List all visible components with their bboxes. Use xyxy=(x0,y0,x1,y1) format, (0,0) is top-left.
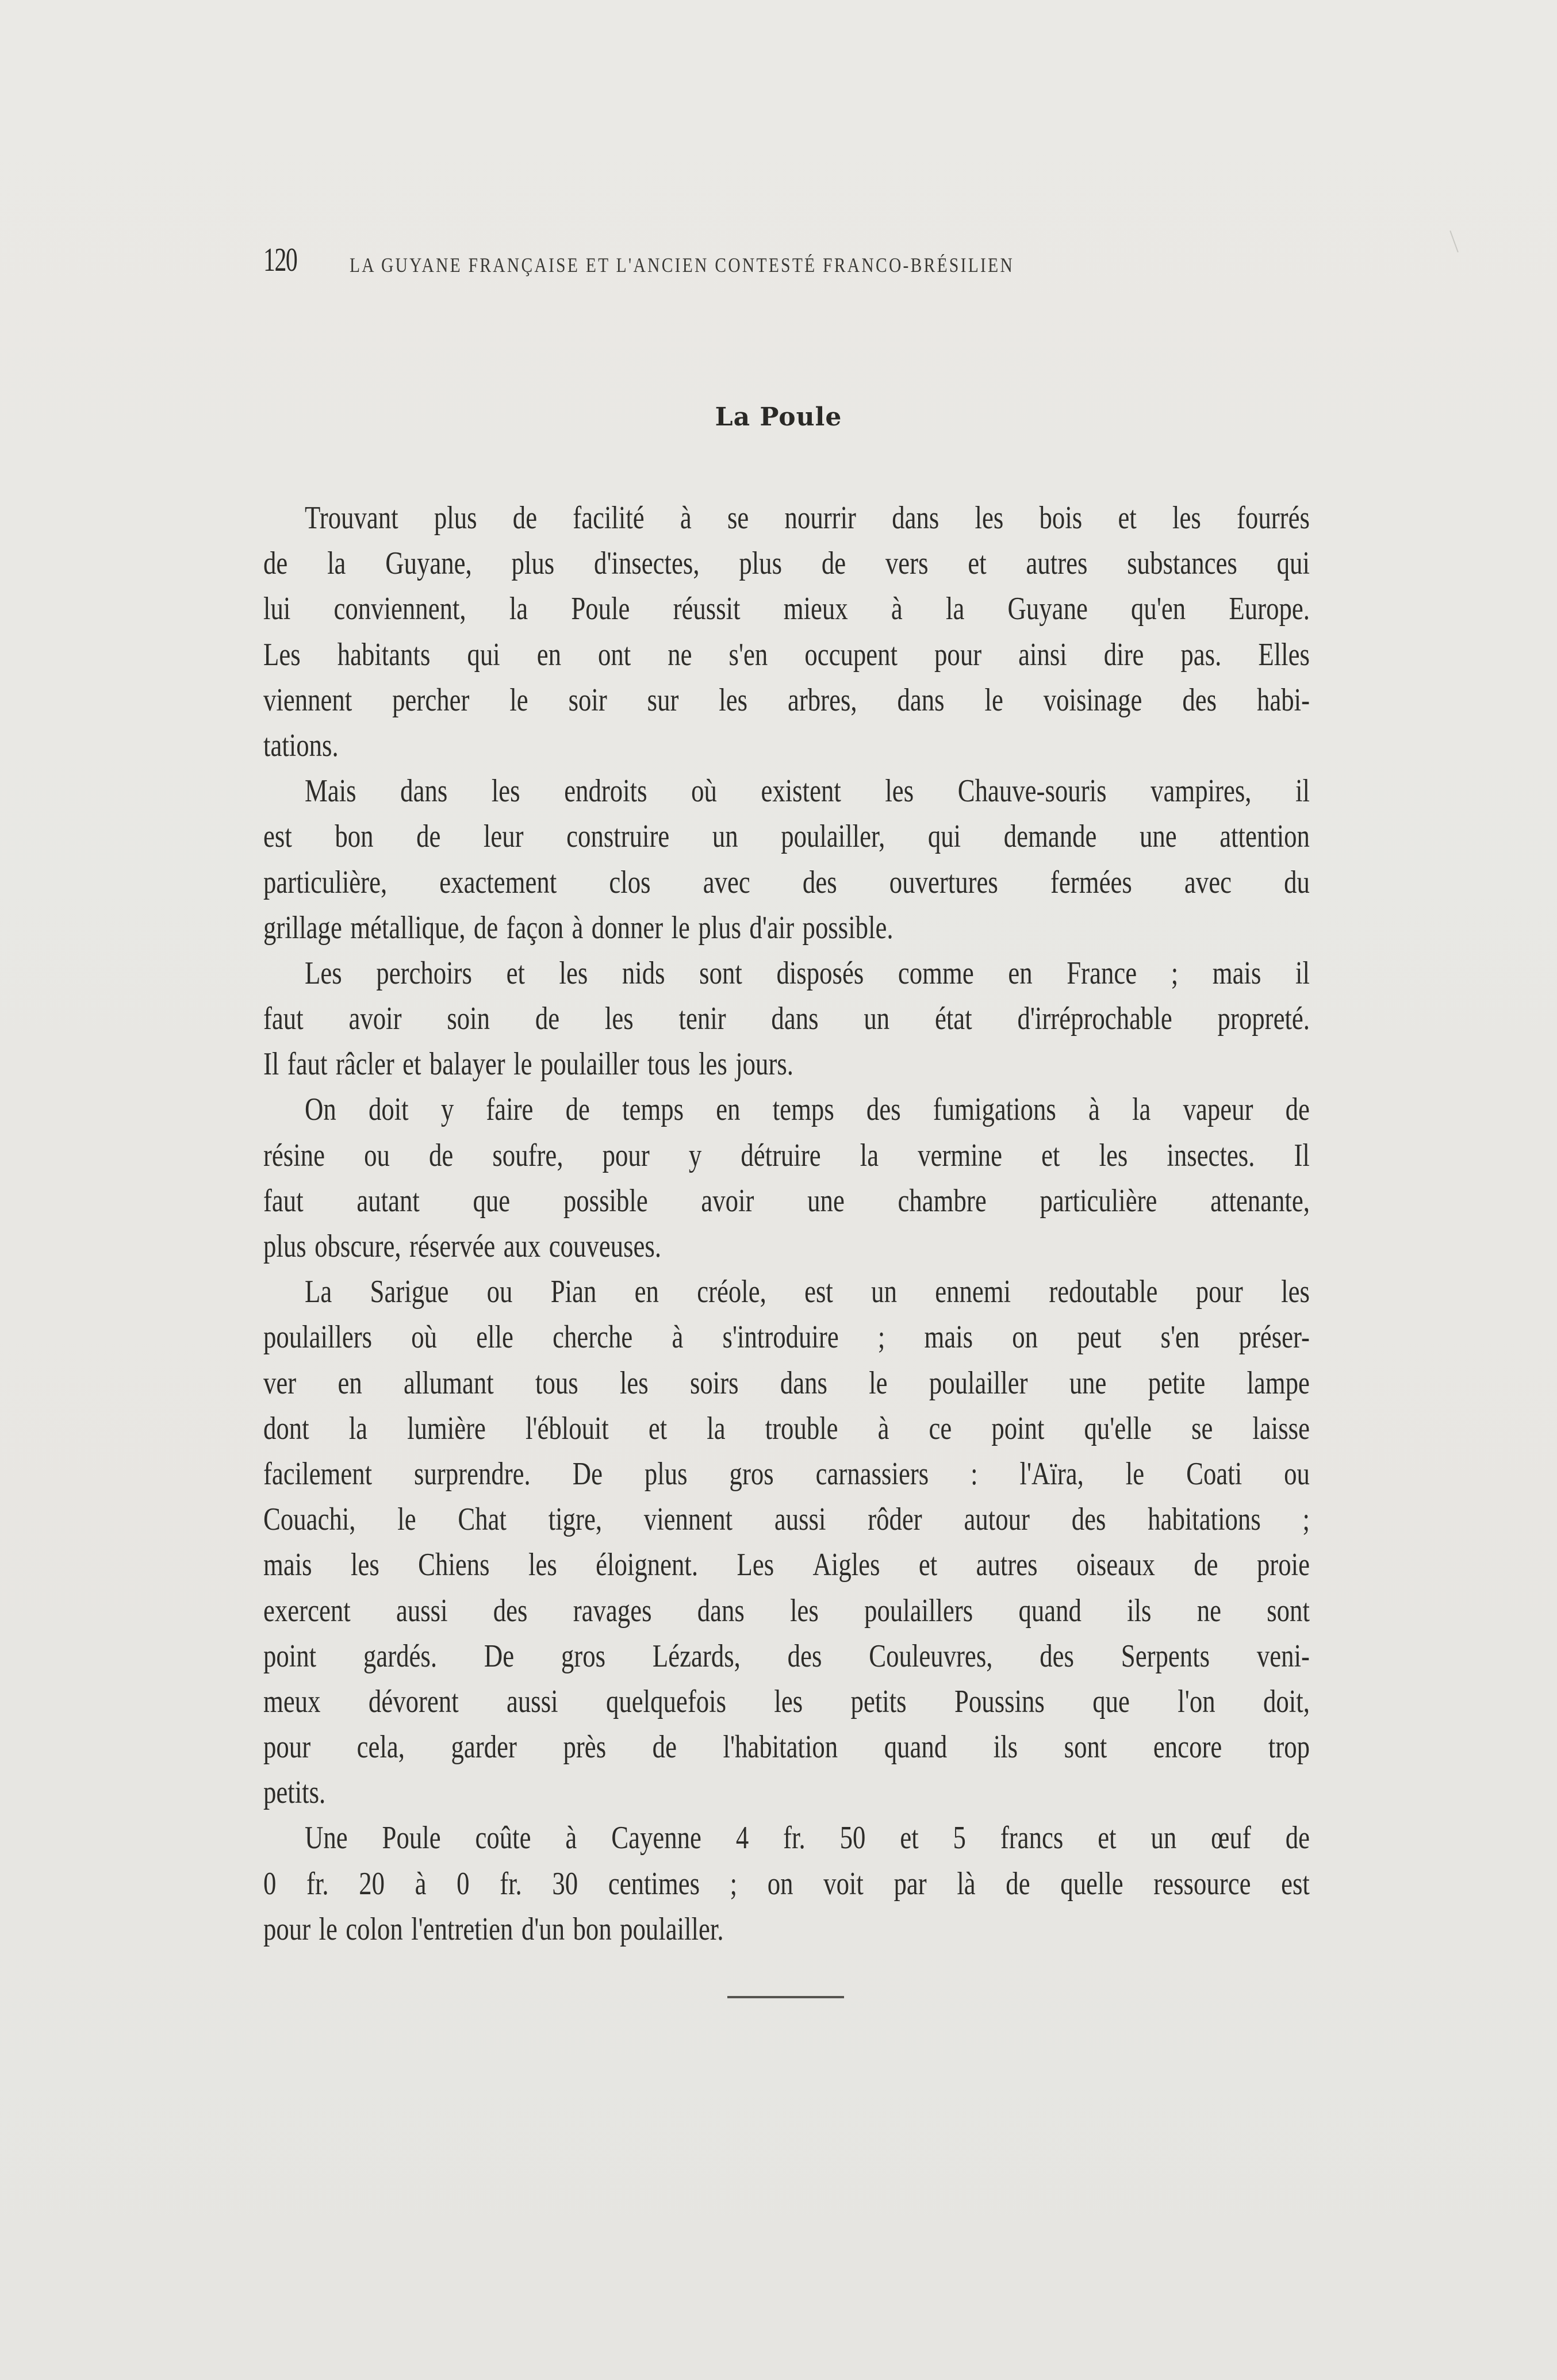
text-line: Il faut râcler et balayer le poulailler tous les jours. xyxy=(263,1046,793,1082)
text-line: dont la lumière l'éblouit et la trouble à ce point qu'elle se laisse xyxy=(263,1410,1310,1446)
text-line: faut avoir soin de les tenir dans un état d'irréprochable propreté. xyxy=(263,1001,1310,1037)
text-line: Trouvant plus de facilité à se nourrir dans les bois et les fourrés xyxy=(305,500,1310,536)
text-line: pour cela, garder près de l'habitation quand ils sont encore trop xyxy=(263,1729,1310,1765)
scan-artifact-mark xyxy=(1449,231,1459,252)
text-line: Couachi, le Chat tigre, viennent aussi rôder autour des habitations ; xyxy=(263,1502,1310,1538)
paragraph xyxy=(263,1087,1310,1269)
text-line: La Sarigue ou Pian en créole, est un ennemi redoutable pour les xyxy=(305,1274,1310,1310)
running-title: LA GUYANE FRANÇAISE ET L'ANCIEN CONTESTÉ FRANCO-BRÉSILIEN xyxy=(350,254,1015,277)
text-line: lui conviennent, la Poule réussit mieux à la Guyane qu'en Europe. xyxy=(263,591,1310,627)
text-line: ver en allumant tous les soirs dans le poulailler une petite lampe xyxy=(263,1365,1310,1401)
section-title: La Poule xyxy=(715,402,842,432)
paragraph xyxy=(263,1815,1310,1952)
text-line: tations. xyxy=(263,727,339,763)
text-line: exercent aussi des ravages dans les poulaillers quand ils ne sont xyxy=(263,1592,1310,1629)
text-line: est bon de leur construire un poulailler, qui demande une attention xyxy=(263,819,1310,855)
text-line: petits. xyxy=(263,1775,326,1811)
page-number: 120 xyxy=(263,241,297,278)
running-head xyxy=(263,240,1310,286)
text-line: faut autant que possible avoir une chambre particulière attenante, xyxy=(263,1183,1310,1219)
text-line: pour le colon l'entretien d'un bon poulailler. xyxy=(263,1911,724,1947)
text-line: plus obscure, réservée aux couveuses. xyxy=(263,1229,662,1264)
text-line: viennent percher le soir sur les arbres, dans le voisinage des habi- xyxy=(263,682,1310,718)
paragraph xyxy=(263,496,1310,769)
paragraph xyxy=(263,769,1310,951)
paragraph xyxy=(263,951,1310,1088)
paragraph xyxy=(263,1269,1310,1815)
text-line: poulaillers où elle cherche à s'introduire ; mais on peut s'en préser- xyxy=(263,1319,1310,1356)
text-line: Les perchoirs et les nids sont disposés comme en France ; mais il xyxy=(305,955,1310,991)
text-line: point gardés. De gros Lézards, des Couleuvres, des Serpents veni- xyxy=(263,1638,1310,1674)
text-line: grillage métallique, de façon à donner le plus d'air possible. xyxy=(263,909,893,946)
text-line: Mais dans les endroits où existent les Chauve-souris vampires, il xyxy=(305,773,1310,809)
text-line: facilement surprendre. De plus gros carnassiers : l'Aïra, le Coati ou xyxy=(263,1456,1310,1492)
text-line: 0 fr. 20 à 0 fr. 30 centimes ; on voit par là de quelle ressource est xyxy=(263,1865,1310,1902)
text-line: Les habitants qui en ont ne s'en occupent pour ainsi dire pas. Elles xyxy=(263,636,1310,673)
text-line: On doit y faire de temps en temps des fumigations à la vapeur de xyxy=(305,1092,1310,1128)
text-line: résine ou de soufre, pour y détruire la vermine et les insectes. Il xyxy=(263,1137,1310,1173)
text-line: meux dévorent aussi quelquefois les petits Poussins que l'on doit, xyxy=(263,1683,1310,1719)
text-line: Une Poule coûte à Cayenne 4 fr. 50 et 5 francs et un œuf de xyxy=(305,1820,1310,1856)
body-text xyxy=(263,496,1310,1952)
text-line: de la Guyane, plus d'insectes, plus de vers et autres substances qui xyxy=(263,546,1310,582)
text-line: mais les Chiens les éloignent. Les Aigles et autres oiseaux de proie xyxy=(263,1547,1310,1583)
end-rule-divider xyxy=(727,1996,844,1998)
text-line: particulière, exactement clos avec des ouvertures fermées avec du xyxy=(263,864,1310,900)
